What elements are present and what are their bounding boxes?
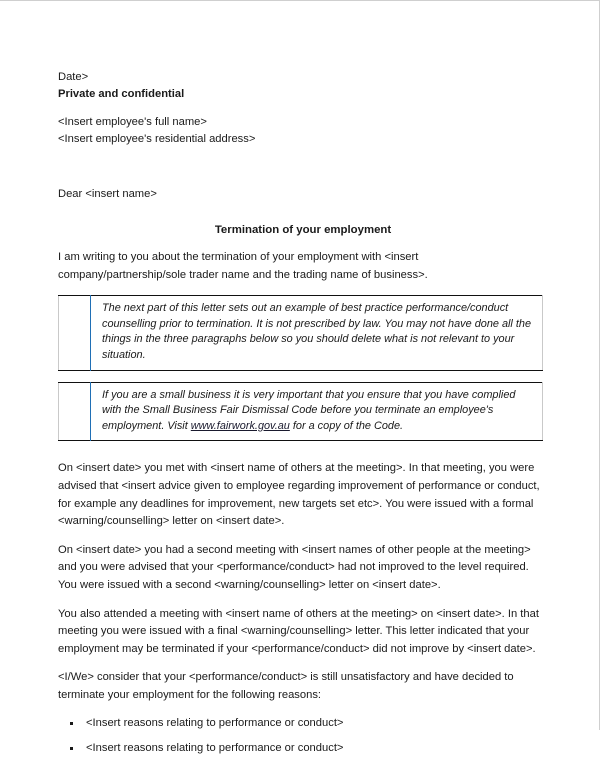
recipient-name: <Insert employee's full name> — [58, 116, 207, 128]
page-title: Termination of your employment — [214, 224, 392, 236]
letter-body — [58, 69, 542, 765]
callout-box-fair-dismissal — [58, 382, 543, 442]
recipient-address: <Insert employee's residential address> — [58, 133, 256, 145]
paragraph-second-meeting: On <insert date> you had a second meeting with <insert names of other people at the meeting> and you were advised that your <performance/conduct> had not improved to the level required. You were issued with a second <warning/counselling> letter on <insert date>. — [58, 543, 531, 591]
list-item: <Insert reasons relating to performance or conduct> — [58, 740, 542, 757]
list-item: <Insert reasons relating to performance or conduct> — [58, 715, 542, 732]
paragraph-first-meeting: On <insert date> you met with <insert name of others at the meeting>. In that meeting, you were advised that <insert advice given to employee regarding improvement of performance or conduct, for example any deadlines for improvement, new targets set etc>. You were issued with a formal <warning/counselling> letter on <insert date>. — [58, 462, 540, 528]
callout-spacer-cell — [59, 382, 91, 441]
callout-text-before-link: If you are a small business it is very important that you ensure that you have complied with the Small Business Fair Dismissal Code before you terminate an employee's employment. Visit — [102, 388, 516, 432]
intro-paragraph: I am writing to you about the termination of your employment with <insert company/partnership/sole trader name and the trading name of business>. — [58, 251, 428, 281]
confidentiality-label: Private and confidential — [58, 88, 185, 100]
fairwork-link[interactable]: www.fairwork.gov.au — [190, 419, 290, 432]
paragraph-decision: <I/We> consider that your <performance/conduct> is still unsatisfactory and have decided to terminate your employment for the following reasons: — [58, 671, 514, 701]
reasons-list — [58, 715, 542, 757]
callout-spacer-cell — [59, 296, 91, 370]
callout-text: The next part of this letter sets out an example of best practice performance/conduct counselling prior to termination. It is not prescribed by law. You may not have done all the things in the three paragraphs below so you should delete what is not relevant to your situation. — [102, 302, 532, 361]
callout-text — [91, 382, 543, 441]
callout-text-after-link: for a copy of the Code. — [289, 419, 404, 432]
salutation: Dear <insert name> — [58, 188, 157, 200]
date-line: Date> — [58, 71, 89, 83]
paragraph-final-meeting: You also attended a meeting with <insert name of others at the meeting> on <insert date>. In that meeting you were issued with a final <warning/counselling> letter. This letter indicated that your employment may be terminated if your <performance/conduct> did not improve by <insert date>. — [58, 607, 539, 655]
callout-box-guidance — [58, 295, 543, 370]
